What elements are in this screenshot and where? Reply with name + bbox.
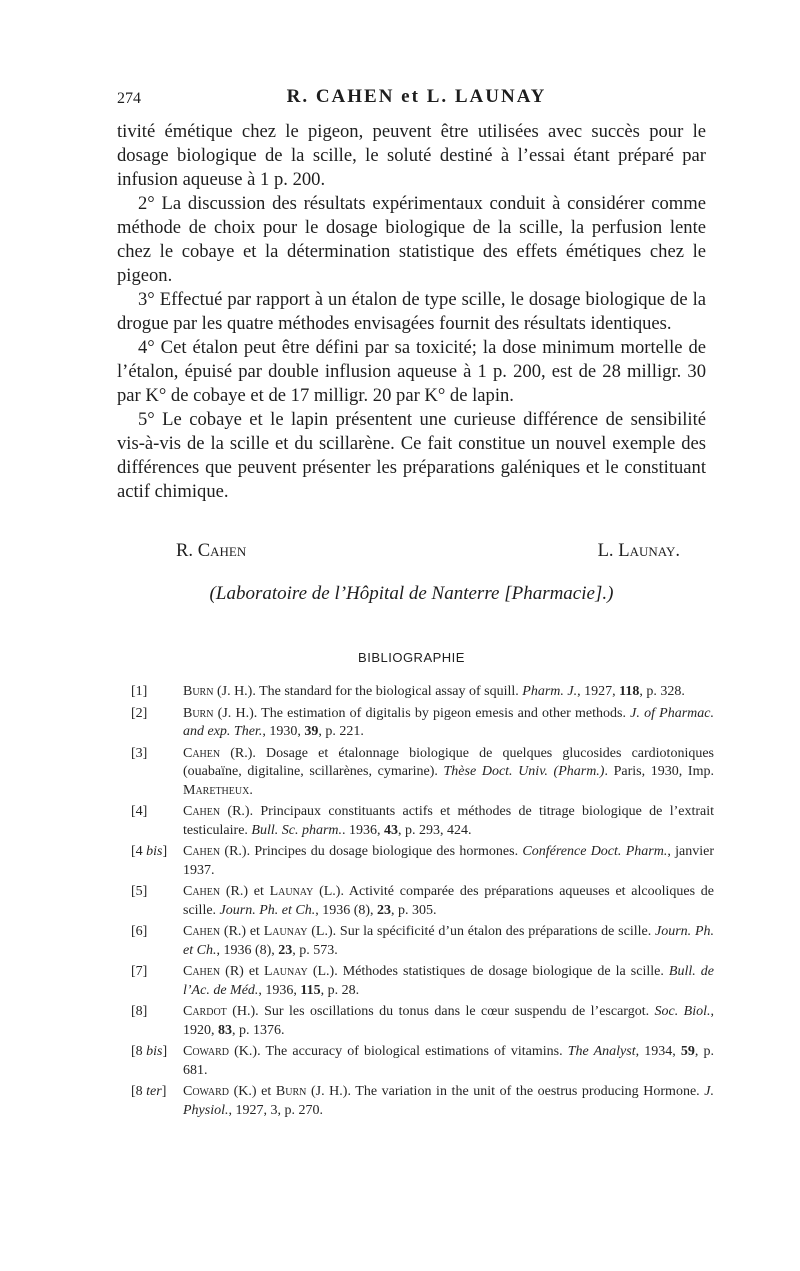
- reference-text: (K.) et: [229, 1084, 276, 1099]
- reference-text: (L.). Activité comparée des préparations aqueuses et alcooliques de scille.: [183, 884, 715, 918]
- reference-text: , 1927, 3, p. 270.: [228, 1102, 323, 1118]
- signature-cahen: R. Cahen: [176, 540, 247, 561]
- reference-author: Cahen: [183, 884, 221, 899]
- reference-source: Conférence Doct. Pharm.: [522, 844, 668, 859]
- reference-text: (J. H.). The variation in the unit of the oestrus producing Hormone.: [306, 1084, 705, 1099]
- reference-text: , 1936,: [258, 982, 301, 998]
- signature-launay: L. Launay.: [597, 540, 680, 561]
- reference-number: [8 ter]: [131, 1084, 167, 1099]
- reference-volume: 83: [218, 1022, 232, 1038]
- reference-text: , 1936 (8),: [315, 902, 378, 918]
- reference-text: , p. 28.: [320, 982, 360, 998]
- reference-source: Soc. Biol.: [654, 1004, 711, 1019]
- reference-text: , 1920,: [183, 1004, 714, 1038]
- reference-text: .: [249, 782, 253, 798]
- reference-volume: 43: [384, 822, 399, 838]
- reference-author: Cahen: [183, 964, 221, 979]
- reference-text: (K.). The accuracy of biological estimations of vitamins.: [229, 1044, 568, 1059]
- reference-source: Bull. Sc. pharm.: [251, 822, 343, 838]
- reference-author: Launay: [269, 884, 314, 899]
- reference-number: [2]: [131, 705, 148, 721]
- reference-text: , p. 293, 424.: [398, 822, 472, 838]
- reference-source: J. of Pharmac. and exp. Ther.: [183, 705, 714, 739]
- reference-entry: [131, 843, 714, 880]
- reference-text: (L.). Méthodes statistiques de dosage biologique de la scille.: [307, 964, 669, 979]
- reference-text: (R) et: [220, 964, 265, 979]
- reference-entry: [131, 683, 714, 702]
- laboratory-affiliation: (Laboratoire de l’Hôpital de Nanterre [Pharmacie].): [209, 583, 614, 604]
- reference-source: The Analyst: [567, 1044, 636, 1059]
- reference-author: Cahen: [183, 844, 221, 859]
- reference-source: Bull. de l’Ac. de Méd.: [183, 964, 714, 998]
- reference-author: Cahen: [183, 924, 221, 939]
- author-signatures: [176, 540, 680, 564]
- reference-entry: [131, 1083, 714, 1120]
- reference-entry: [131, 923, 714, 960]
- bibliography-title: BIBLIOGRAPHIE: [358, 650, 465, 665]
- reference-entry: [131, 803, 714, 840]
- reference-author: Cahen: [183, 804, 221, 819]
- reference-source: Thèse Doct. Univ. (Pharm.): [443, 764, 605, 779]
- reference-source: J. Physiol.: [183, 1084, 714, 1118]
- reference-text: , p. 681.: [183, 1044, 715, 1078]
- reference-text: , p. 573.: [292, 942, 338, 958]
- reference-number: [5]: [131, 884, 148, 899]
- reference-volume: 39: [304, 724, 319, 739]
- reference-text: (R.). Principes du dosage biologique des hormones.: [220, 844, 523, 859]
- reference-author: Burn: [183, 705, 214, 721]
- reference-volume: 23: [377, 902, 392, 918]
- paragraph-conclusion-2: 2° La discussion des résultats expérimentaux conduit à considérer comme méthode de choix pour le dosage biologique de la scille, la perfusion lente chez le cobaye et la détermination statistique des effets émétiques chez le pigeon.: [117, 193, 706, 286]
- reference-entry: [131, 1003, 714, 1040]
- paragraph-conclusion-5: 5° Le cobaye et le lapin présentent une curieuse différence de sensibilité vis-à-vis de la scille et du scillarène. Ce fait constitue un nouvel exemple des différences que peuvent présenter les préparations galéniques et le constituant actif chimique.: [117, 409, 706, 502]
- reference-source: Journ. Ph. et Ch.: [219, 902, 316, 918]
- reference-number: [1]: [131, 684, 148, 699]
- reference-entry: [131, 745, 714, 801]
- reference-author: Coward: [183, 1044, 230, 1059]
- reference-text: , p. 1376.: [232, 1022, 285, 1038]
- reference-text: (L.). Sur la spécificité d’un étalon des préparations de scille.: [307, 924, 656, 939]
- reference-number: [3]: [131, 745, 148, 761]
- reference-author: Launay: [263, 924, 308, 939]
- reference-text: (R.). Dosage et étalonnage biologique de quelques glucosides cardiotoniques (ouabaïne, digitaline, scillarènes, cymarine).: [183, 745, 714, 779]
- reference-volume: 59: [680, 1044, 695, 1059]
- reference-text: , janvier 1937.: [183, 844, 714, 878]
- reference-author: Coward: [183, 1084, 230, 1099]
- reference-number: [8]: [131, 1004, 148, 1019]
- reference-source: Journ. Ph. et Ch.: [183, 924, 715, 958]
- reference-text: . 1936,: [342, 822, 385, 838]
- reference-text: (R.). Principaux constituants actifs et méthodes de titrage biologique de l’extrait testiculaire.: [183, 804, 714, 838]
- reference-author: Cahen: [183, 745, 221, 761]
- reference-entry: [131, 1043, 714, 1080]
- reference-text: (R.) et: [220, 884, 270, 899]
- reference-text: (J. H.). The estimation of digitalis by pigeon emesis and other methods.: [213, 705, 631, 721]
- reference-text: , p. 221.: [318, 724, 364, 739]
- reference-entry: [131, 963, 714, 1000]
- reference-author: Launay: [264, 964, 308, 979]
- reference-source: Pharm. J.: [522, 684, 578, 699]
- reference-text: , 1930,: [262, 724, 305, 739]
- reference-author: Burn: [183, 684, 214, 699]
- reference-entry: [131, 883, 714, 920]
- reference-printer: Maretheux: [183, 782, 250, 798]
- reference-volume: 118: [619, 684, 640, 699]
- reference-volume: 115: [300, 982, 321, 998]
- reference-text: (R.) et: [220, 924, 264, 939]
- reference-text: , p. 328.: [639, 684, 685, 699]
- reference-number: [6]: [131, 924, 148, 939]
- paragraph-continuation: tivité émétique chez le pigeon, peuvent être utilisées avec succès pour le dosage biologique de la scille, le soluté destiné à l’essai étant préparé par infusion aqueuse à 1 p. 200.: [117, 121, 706, 190]
- page-number: 274: [117, 90, 141, 107]
- reference-author: Burn: [275, 1084, 307, 1099]
- reference-number: [7]: [131, 964, 148, 979]
- reference-text: , 1927,: [577, 684, 620, 699]
- reference-text: (J. H.). The standard for the biological assay of squill.: [213, 684, 523, 699]
- paragraph-conclusion-4: 4° Cet étalon peut être défini par sa toxicité; la dose minimum mortelle de l’étalon, épuisé par double influsion aqueuse à 1 p. 200, est de 28 milligr. 30 par K° de cobaye et de 17 milligr. 20 par K° de lapin.: [117, 337, 706, 406]
- running-head: [117, 86, 716, 112]
- reference-list: [131, 683, 714, 1123]
- reference-author: Cardot: [183, 1004, 227, 1019]
- reference-text: , 1936 (8),: [216, 942, 279, 958]
- running-title: R. CAHEN et L. LAUNAY: [286, 86, 547, 107]
- reference-text: . Paris, 1930, Imp.: [604, 764, 714, 779]
- reference-number: [4 bis]: [131, 844, 168, 859]
- reference-text: , p. 305.: [391, 902, 437, 918]
- reference-number: [4]: [131, 804, 148, 819]
- conclusions-text: [117, 120, 706, 504]
- reference-number: [8 bis]: [131, 1044, 168, 1059]
- paragraph-conclusion-3: 3° Effectué par rapport à un étalon de type scille, le dosage biologique de la drogue par les quatre méthodes envisagées fournit des résultats identiques.: [117, 289, 706, 334]
- reference-volume: 23: [278, 942, 293, 958]
- reference-text: (H.). Sur les oscillations du tonus dans le cœur suspendu de l’escargot.: [226, 1004, 655, 1019]
- reference-entry: [131, 705, 714, 742]
- reference-text: , 1934,: [635, 1044, 681, 1059]
